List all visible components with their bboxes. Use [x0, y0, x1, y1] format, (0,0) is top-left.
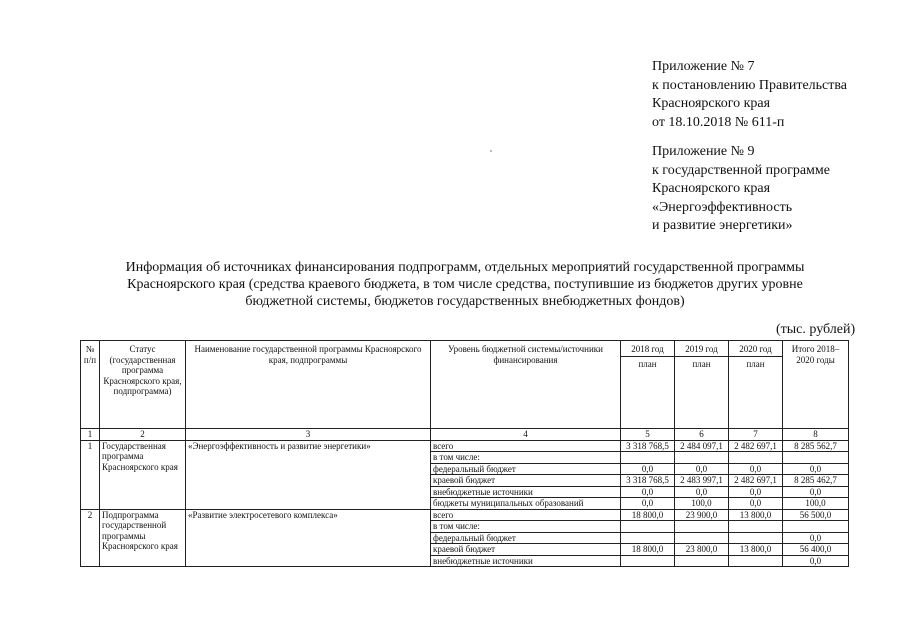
- appendix-9-line: Приложение № 9: [652, 144, 755, 159]
- cell-2019: 23 900,0: [675, 509, 729, 521]
- cell-2020: 2 482 697,1: [729, 440, 783, 452]
- row-funding-level: в том числе:: [431, 452, 621, 464]
- cell-2020: [729, 532, 783, 544]
- cell-2019: 0,0: [675, 486, 729, 498]
- cell-2020: 0,0: [729, 498, 783, 510]
- appendix-9-line: Красноярского края: [652, 181, 771, 196]
- cell-2018: 0,0: [621, 498, 675, 510]
- column-number: 8: [783, 429, 849, 441]
- appendix-9-line: к государственной программе: [652, 162, 830, 178]
- row-program-name: «Развитие электросетевого комплекса»: [186, 509, 431, 567]
- financing-table: [80, 340, 849, 567]
- cell-total: 8 285 462,7: [783, 475, 849, 487]
- row-funding-level: бюджеты муниципальных образований: [431, 498, 621, 510]
- appendix-7-line: от 18.10.2018 № 611-п: [652, 114, 785, 130]
- row-status: Государственная программа Красноярского края: [100, 440, 186, 509]
- cell-total: 0,0: [783, 532, 849, 544]
- cell-2019: 100,0: [675, 498, 729, 510]
- cell-total: 0,0: [783, 463, 849, 475]
- row-funding-level: федеральный бюджет: [431, 463, 621, 475]
- cell-2018: 18 800,0: [621, 509, 675, 521]
- header-year-2018: 2018 год: [621, 344, 674, 357]
- header-year-2020: 2020 год: [729, 344, 782, 357]
- header-plan: план: [746, 358, 765, 369]
- row-number: 1: [81, 440, 100, 509]
- cell-2019: 2 484 097,1: [675, 440, 729, 452]
- table-row: [81, 440, 849, 452]
- row-program-name: «Энергоэффективность и развитие энергетики»: [186, 440, 431, 509]
- appendix-7-line: Приложение № 7: [652, 59, 755, 74]
- row-status: Подпрограмма государственной программы Красноярского края: [100, 509, 186, 567]
- header-year-2019: 2019 год: [675, 344, 728, 357]
- row-funding-level: внебюджетные источники: [431, 555, 621, 567]
- cell-total: 56 400,0: [783, 544, 849, 556]
- title-line: бюджетной системы, бюджетов государственных внебюджетных фондов): [245, 294, 685, 309]
- row-funding-level: краевой бюджет: [431, 475, 621, 487]
- header-total: Итого 2018–2020 годы: [783, 341, 849, 429]
- header-2018: [621, 341, 675, 429]
- appendix-9-block: [652, 143, 830, 236]
- cell-2019: 0,0: [675, 463, 729, 475]
- header-plan: план: [692, 358, 711, 369]
- cell-2018: 0,0: [621, 463, 675, 475]
- row-funding-level: краевой бюджет: [431, 544, 621, 556]
- cell-2020: [729, 521, 783, 533]
- header-name: Наименование государственной программы Красноярского края, подпрограммы: [186, 341, 431, 429]
- column-number: 6: [675, 429, 729, 441]
- column-number: 3: [186, 429, 431, 441]
- cell-2018: [621, 452, 675, 464]
- header-2019: [675, 341, 729, 429]
- title-line: Красноярского края (средства краевого бюджета, в том числе средства, поступившие из бюджетов других уровне: [127, 277, 803, 292]
- cell-2019: [675, 532, 729, 544]
- column-number: 2: [100, 429, 186, 441]
- row-funding-level: всего: [431, 440, 621, 452]
- cell-2020: [729, 555, 783, 567]
- appendix-7-line: к постановлению Правительства: [652, 77, 848, 93]
- row-number: 2: [81, 509, 100, 567]
- cell-total: [783, 521, 849, 533]
- cell-2018: [621, 532, 675, 544]
- header-row: [81, 341, 849, 429]
- cell-total: 0,0: [783, 555, 849, 567]
- cell-total: 8 285 562,7: [783, 440, 849, 452]
- scan-speck: [490, 150, 492, 152]
- units-label: (тыс. рублей): [776, 322, 856, 337]
- cell-2020: 13 800,0: [729, 509, 783, 521]
- cell-2019: [675, 452, 729, 464]
- document-title: [80, 259, 850, 310]
- row-funding-level: внебюджетные источники: [431, 486, 621, 498]
- row-funding-level: в том числе:: [431, 521, 621, 533]
- row-funding-level: федеральный бюджет: [431, 532, 621, 544]
- cell-total: 100,0: [783, 498, 849, 510]
- column-number: 5: [621, 429, 675, 441]
- header-2020: [729, 341, 783, 429]
- cell-2020: 0,0: [729, 463, 783, 475]
- cell-2018: 3 318 768,5: [621, 440, 675, 452]
- column-number: 4: [431, 429, 621, 441]
- header-num: № п/п: [81, 341, 100, 429]
- cell-2019: [675, 555, 729, 567]
- title-line: Информация об источниках финансирования подпрограмм, отдельных мероприятий государственной программы: [125, 260, 805, 275]
- cell-total: [783, 452, 849, 464]
- cell-2020: 0,0: [729, 486, 783, 498]
- cell-total: 0,0: [783, 486, 849, 498]
- cell-2020: 13 800,0: [729, 544, 783, 556]
- table-row: [81, 509, 849, 521]
- row-funding-level: всего: [431, 509, 621, 521]
- cell-2018: [621, 521, 675, 533]
- cell-total: 56 500,0: [783, 509, 849, 521]
- appendix-7-block: [652, 58, 847, 132]
- column-number-row: [81, 429, 849, 441]
- cell-2020: [729, 452, 783, 464]
- cell-2018: [621, 555, 675, 567]
- appendix-9-line: «Энергоэффективность: [652, 199, 793, 215]
- cell-2019: 23 800,0: [675, 544, 729, 556]
- cell-2019: 2 483 997,1: [675, 475, 729, 487]
- column-number: 7: [729, 429, 783, 441]
- header-level: Уровень бюджетной системы/источники финансирования: [431, 341, 621, 429]
- cell-2018: 3 318 768,5: [621, 475, 675, 487]
- appendix-9-line: и развитие энергетики»: [652, 218, 793, 233]
- appendix-7-line: Красноярского края: [652, 96, 771, 111]
- cell-2019: [675, 521, 729, 533]
- cell-2018: 18 800,0: [621, 544, 675, 556]
- header-status: Статус (государственная программа Красноярского края, подпрограмма): [100, 341, 186, 429]
- header-plan: план: [638, 358, 657, 369]
- column-number: 1: [81, 429, 100, 441]
- cell-2018: 0,0: [621, 486, 675, 498]
- cell-2020: 2 482 697,1: [729, 475, 783, 487]
